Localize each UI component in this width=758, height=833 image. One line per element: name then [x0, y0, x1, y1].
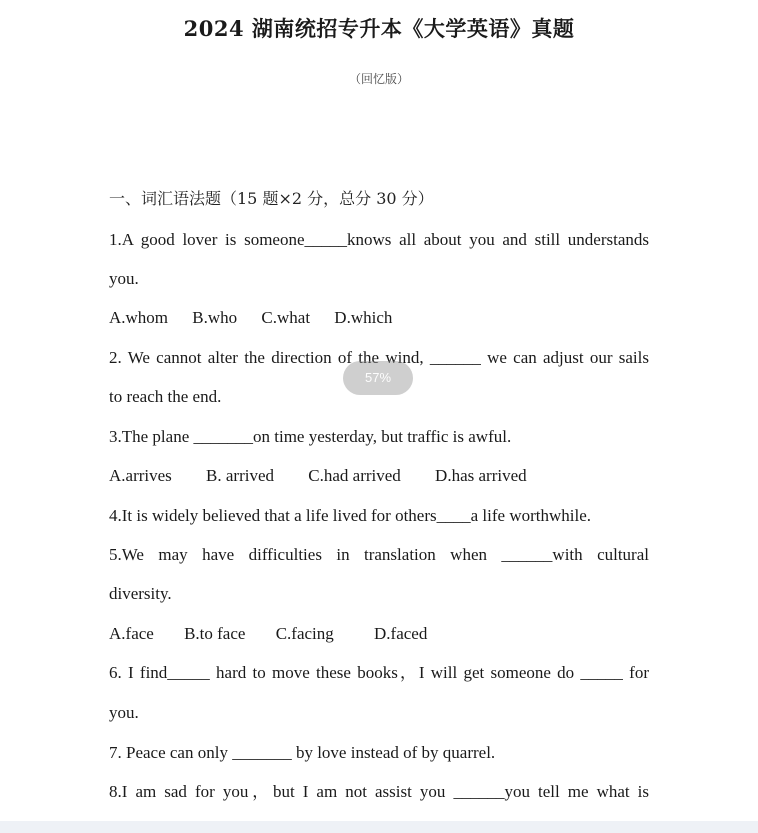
- option-a: A.arrives: [109, 466, 172, 485]
- question-1-options: [109, 307, 649, 329]
- question-1-line-1: 1.A good lover is someone_____knows all about you and still understands: [109, 230, 649, 249]
- option-b: B.who: [192, 308, 238, 327]
- option-a: A.whom: [109, 308, 169, 327]
- option-c: C.had arrived: [308, 466, 401, 485]
- question-7-line-1: 7. Peace can only _______ by love instead of by quarrel.: [109, 743, 496, 762]
- option-c: C.what: [261, 308, 311, 327]
- viewer-bottom-strip: [0, 821, 758, 833]
- option-c: C.facing: [275, 624, 334, 643]
- option-b: B. arrived: [206, 466, 275, 485]
- question-3-options: [109, 465, 649, 487]
- question-6-line-1: 6. I find_____ hard to move these books，I will get someone do _____ for: [109, 663, 649, 682]
- question-3-line-1: 3.The plane _______on time yesterday, but traffic is awful.: [109, 427, 512, 446]
- option-d: D.which: [334, 308, 393, 327]
- option-d: D.faced: [374, 624, 428, 643]
- question-5-options: [109, 623, 649, 645]
- option-a: A.face: [109, 624, 154, 643]
- question-5-line-1: 5.We may have difficulties in translation when ______with cultural: [109, 545, 649, 564]
- question-4-line-1: 4.It is widely believed that a life lived for others____a life worthwhile.: [109, 506, 592, 525]
- question-8-line-1: 8.I am sad for you，but I am not assist you ______you tell me what is: [109, 782, 649, 801]
- question-2-line-1: 2. We cannot alter the direction of the wind, ______ we can adjust our sails: [109, 348, 649, 367]
- question-6-line-2: you.: [109, 703, 139, 722]
- document-title: 2024 湖南统招专升本《大学英语》真题: [183, 16, 575, 41]
- option-b: B.to face: [184, 624, 246, 643]
- question-2-line-2: to reach the end.: [109, 387, 222, 406]
- zoom-level-badge: 57%: [343, 361, 413, 395]
- question-5-line-2: diversity.: [109, 584, 172, 603]
- document-subtitle: （回忆版）: [348, 72, 409, 86]
- section-heading: 一、词汇语法题（15 题×2 分，总分 30 分）: [109, 189, 434, 208]
- option-d: D.has arrived: [435, 466, 527, 485]
- question-1-line-2: you.: [109, 269, 139, 288]
